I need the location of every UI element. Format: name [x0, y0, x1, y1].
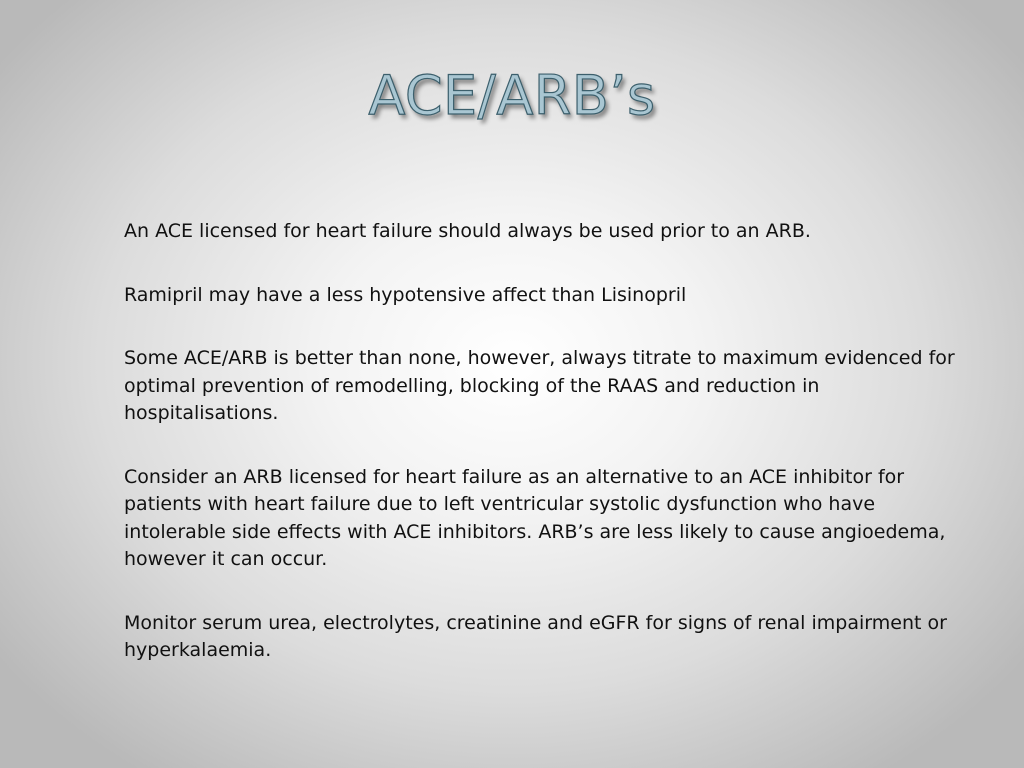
paragraph-ramipril: Ramipril may have a less hypotensive affect than Lisinopril — [124, 283, 687, 306]
paragraph-monitor: Monitor serum urea, electrolytes, creatinine and eGFR for signs of renal impairment or hyperkalaemia. — [124, 611, 947, 661]
paragraph-arb-alternative: Consider an ARB licensed for heart failure as an alternative to an ACE inhibitor for patients with heart failure due to left ventricular systolic dysfunction who have intolerable side effects with ACE inhibitors. ARB’s are less likely to cause angioedema, however it can occur. — [124, 465, 946, 570]
paragraph-ace-before-arb: An ACE licensed for heart failure should always be used prior to an ARB. — [124, 220, 811, 242]
slide-body — [124, 218, 969, 701]
paragraph-titrate: Some ACE/ARB is better than none, however, always titrate to maximum evidenced for optimal prevention of remodelling, blocking of the RAAS and reduction in hospitalisations. — [124, 347, 955, 424]
slide-title: ACE/ARB’s — [368, 64, 656, 127]
